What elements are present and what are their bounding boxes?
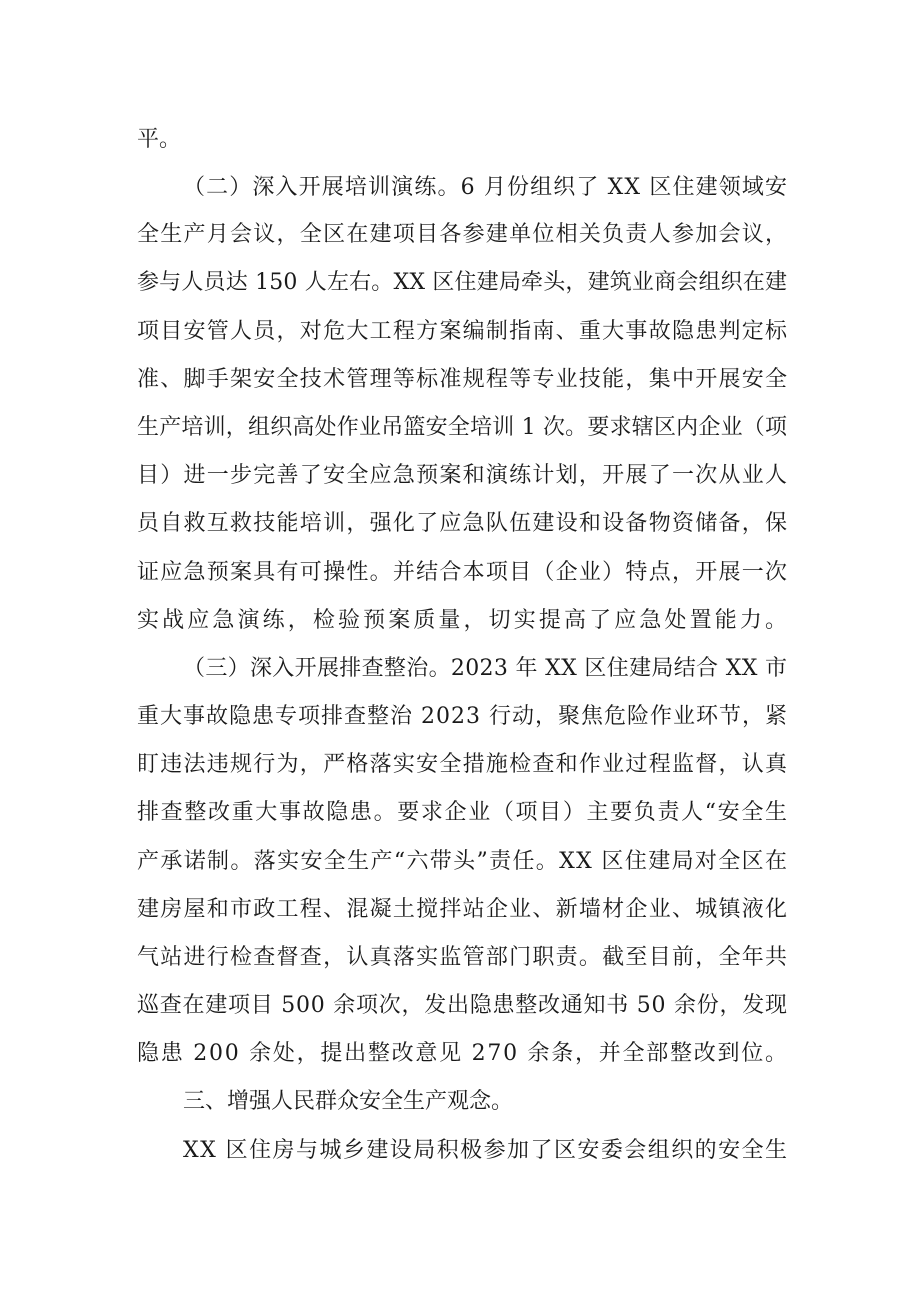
- line-text: 证应急预案具有可操性。并结合本项目（企业）特点，开展一次: [137, 560, 789, 585]
- line-text: 建房屋和市政工程、混凝土搅拌站企业、新墙材企业、城镇液化: [137, 897, 789, 922]
- paragraph-line: [0, 1034, 920, 1074]
- line-text: 准、脚手架安全技术管理等标准规程等专业技能，集中开展安全: [137, 367, 789, 392]
- line-text: 员自救互救技能培训，强化了应急队伍建设和设备物资储备，保: [137, 511, 789, 536]
- line-text: XX 区住房与城乡建设局积极参加了区安委会组织的安全生: [183, 1138, 789, 1163]
- paragraph-line: [0, 312, 920, 352]
- line-text: 产承诺制。落实安全生产“六带头”责任。XX 区住建局对全区在: [137, 849, 789, 874]
- line-text: 三、增强人民群众安全生产观念。: [183, 1089, 514, 1114]
- paragraph-line: [0, 263, 920, 303]
- line-text: 重大事故隐患专项排查整治 2023 行动，聚焦危险作业环节，紧: [137, 704, 788, 729]
- line-text: 参与人员达 150 人左右。XX 区住建局牵头，建筑业商会组织在建: [137, 270, 788, 295]
- section-heading-line: [0, 1082, 920, 1122]
- line-text: 目）进一步完善了安全应急预案和演练计划，开展了一次从业人: [137, 463, 789, 488]
- line-text: 实战应急演练，检验预案质量，切实提高了应急处置能力。: [137, 608, 791, 633]
- paragraph-line: [0, 745, 920, 785]
- line-text: 隐患 200 余处，提出整改意见 270 余条，并全部整改到位。: [137, 1041, 789, 1066]
- paragraph-line: [0, 793, 920, 833]
- line-text: 气站进行检查督查，认真落实监管部门职责。截至目前，全年共: [137, 945, 789, 970]
- paragraph-line: [0, 553, 920, 593]
- line-text: 项目安管人员，对危大工程方案编制指南、重大事故隐患判定标: [137, 319, 789, 344]
- paragraph-line: [0, 120, 920, 160]
- paragraph-line: [0, 842, 920, 882]
- paragraph-line: [0, 1131, 920, 1171]
- paragraph-line: [0, 890, 920, 930]
- line-text: （二）深入开展培训演练。6 月份组织了 XX 区住建领域安: [183, 175, 789, 200]
- line-text: 盯违法违规行为，严格落实安全措施检查和作业过程监督，认真: [137, 752, 789, 777]
- line-text: 排查整改重大事故隐患。要求企业（项目）主要负责人“安全生: [137, 800, 789, 825]
- paragraph-line: [0, 986, 920, 1026]
- line-text: 全生产月会议，全区在建项目各参建单位相关负责人参加会议，: [137, 222, 789, 247]
- paragraph-line: [0, 601, 920, 641]
- section-heading-line: [0, 649, 920, 689]
- line-text: 平。: [137, 127, 182, 152]
- paragraph-line: [0, 504, 920, 544]
- section-heading-line: [0, 168, 920, 208]
- paragraph-line: [0, 456, 920, 496]
- line-text: （三）深入开展排查整治。2023 年 XX 区住建局结合 XX 市: [183, 656, 788, 681]
- paragraph-line: [0, 938, 920, 978]
- line-text: 生产培训，组织高处作业吊篮安全培训 1 次。要求辖区内企业（项: [137, 415, 788, 440]
- paragraph-line: [0, 408, 920, 448]
- paragraph-line: [0, 697, 920, 737]
- paragraph-line: [0, 215, 920, 255]
- paragraph-line: [0, 360, 920, 400]
- line-text: 巡查在建项目 500 余项次，发出隐患整改通知书 50 余份，发现: [137, 993, 788, 1018]
